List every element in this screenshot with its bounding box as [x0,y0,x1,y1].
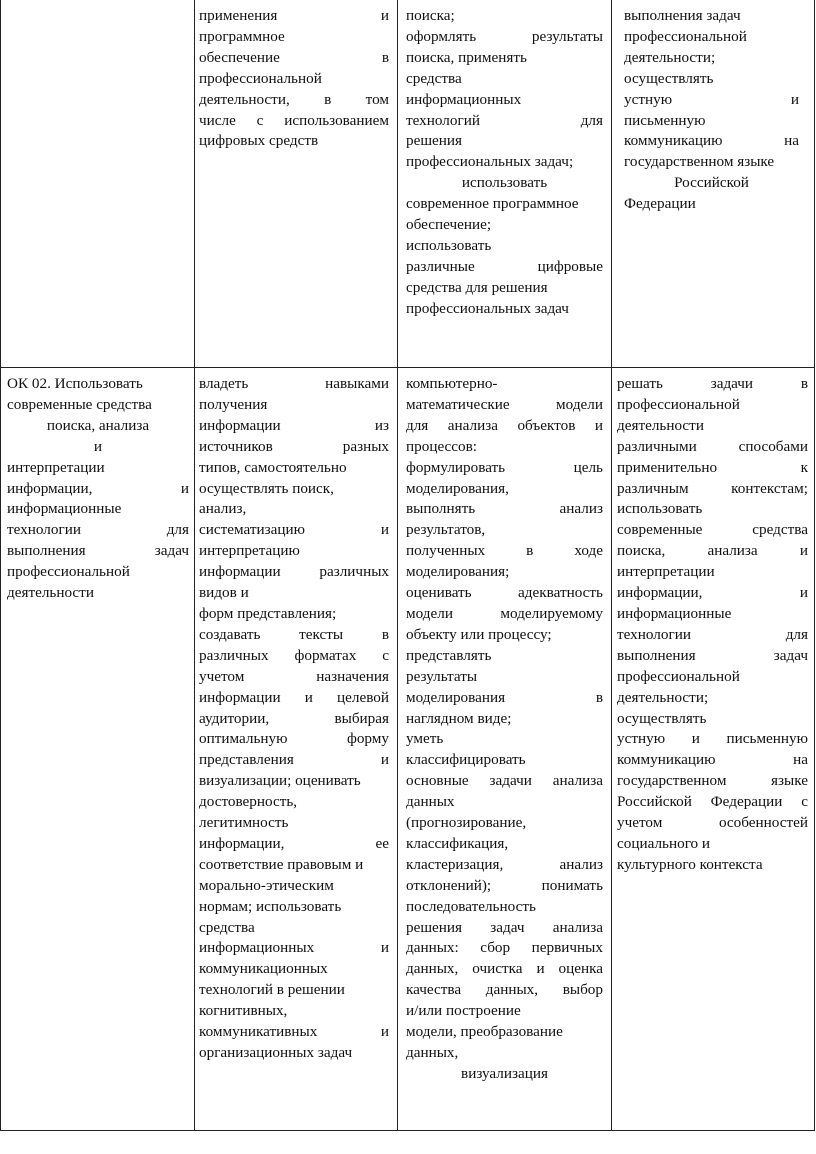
text-line: качества данных, выбор [406,981,603,999]
text-line: коммуникационных [199,960,328,978]
text-line: поиска, анализа и [617,542,808,560]
text-line: государственном языке [624,153,775,171]
text-line: полученных в ходе [406,542,603,560]
text-line: кластеризация, анализ [406,855,603,873]
text-line: применения и [199,7,389,24]
text-line: интерпретации [7,458,105,476]
text-line: устную и [624,90,799,108]
text-line: Российской [674,174,749,192]
text-line: письменную [624,111,706,129]
text-line: различных форматах с [199,646,389,664]
text-line: коммуникацию на [617,751,808,769]
text-line: учетом назначения [199,667,389,685]
text-line: информационные [617,604,732,622]
text-line: использовать [461,174,548,192]
text-line: интерпретацию [199,542,300,560]
text-line: владеть навыками [199,375,389,392]
text-line: числе с использованием [199,111,389,129]
text-line: классификация, [406,834,509,852]
text-line: профессиональной [7,563,130,581]
row1-col2-cell [199,6,389,152]
text-line: интерпретации [617,563,715,581]
text-line: получения [199,395,268,413]
text-line: информации различных [199,563,389,581]
text-line: профессиональной [624,27,747,45]
text-line: устную и письменную [617,730,808,748]
text-line: информационных и [199,939,389,957]
text-line: анализ, [199,500,247,518]
text-line: Российской Федерации с [617,793,808,811]
text-line: различными способами [617,437,808,455]
text-line: модели, преобразование [406,1023,563,1041]
text-line: форм представления; [199,604,337,622]
text-line: коммуникацию на [624,132,799,150]
text-line: Федерации [624,195,696,213]
text-line: информационных [406,90,522,108]
text-line: оценивать адекватность [406,584,603,602]
text-line: модели моделируемому [406,604,603,622]
text-line: выполнения задач [7,542,189,560]
text-line: деятельности; [617,688,709,706]
text-line: результатов, [406,521,486,539]
text-line: организационных задач [199,1044,353,1061]
text-line: данных [406,793,455,811]
text-line: решать задачи в [617,375,808,392]
text-line: культурного контекста [617,855,763,873]
table-border-left [0,0,1,1131]
text-line: данных, [406,1044,459,1061]
text-line: решения задач анализа [406,918,603,936]
text-line: информации, и [7,479,189,497]
text-line: учетом особенностей [617,814,808,832]
text-line: и [93,437,103,455]
text-line: морально-этическим [199,876,334,894]
text-line: обеспечение; [406,216,492,234]
text-line: информации, ее [199,834,389,852]
text-line: решения [406,132,463,150]
text-line: отклонений); понимать [406,876,603,894]
text-line: ОК 02. Использовать [7,375,143,392]
text-line: технологий для [406,111,603,129]
row1-col4-cell [624,6,799,215]
text-line: представления и [199,751,389,769]
text-line: результаты [406,667,478,685]
text-line: средства [199,918,255,936]
text-line: для анализа объектов и [406,416,603,434]
text-line: информационные [7,500,122,518]
text-line: оформлять результаты [406,27,603,45]
text-line: различным контекстам; [617,479,808,497]
text-line: профессиональной [617,667,740,685]
text-line: классифицировать [406,751,526,769]
text-line: типов, самостоятельно [199,458,347,476]
text-line: создавать тексты в [199,625,389,643]
text-line: моделирования в [406,688,603,706]
text-line: (прогнозирование, [406,814,527,832]
text-line: осуществлять [617,709,707,727]
text-line: использовать [617,500,703,518]
text-line: наглядном виде; [406,709,512,727]
text-line: выполнения задач [617,646,808,664]
text-line: технологии для [7,521,189,539]
text-line: математические модели [406,395,603,413]
text-line: объекту или процессу; [406,625,552,643]
text-line: визуализации; оценивать [199,772,361,790]
text-line: современные средства [7,395,152,413]
text-line: основные задачи анализа [406,772,603,790]
text-line: и/или построение [406,1002,521,1020]
text-line: достоверность, [199,793,298,811]
text-line: информации и целевой [199,688,389,706]
text-line: выполнять анализ [406,500,603,518]
text-line: соответствие правовым и [199,855,364,873]
text-line: формулировать цель [406,458,603,476]
text-line: современные средства [617,521,808,539]
text-line: поиска, применять [406,48,527,66]
row-divider [0,367,815,368]
table-border-bottom [0,1130,815,1131]
text-line: профессиональной [617,395,740,413]
text-line: технологий в решении [199,981,345,999]
text-line: коммуникативных и [199,1023,389,1041]
text-line: аудитории, выбирая [199,709,389,727]
text-line: оптимальную форму [199,730,389,748]
text-line: уметь [406,730,444,748]
text-line: технологии для [617,625,808,643]
text-line: деятельности; [624,48,716,66]
text-line: данных, очистка и оценка [406,960,603,978]
text-line: процессов: [406,437,478,455]
text-line: профессиональной [199,69,322,87]
text-line: источников разных [199,437,389,455]
text-line: легитимность [199,814,289,832]
text-line: государственном языке [617,772,808,790]
text-line: выполнения задач [624,7,741,24]
text-line: средства [406,69,462,87]
text-line: систематизацию и [199,521,389,539]
text-line: деятельности [617,416,704,434]
row2-col4-results-cell [617,374,808,876]
text-line: компьютерно- [406,375,498,392]
text-line: информации, и [617,584,808,602]
text-line: нормам; использовать [199,897,342,915]
row1-col3-cell [406,6,603,320]
text-line: информации из [199,416,389,434]
text-line: осуществлять [624,69,714,87]
text-line: цифровых средств [199,132,319,150]
column-divider-2 [397,0,398,1131]
text-line: применительно к [617,458,808,476]
text-line: деятельности [7,584,94,602]
text-line: профессиональных задач [406,299,569,317]
text-line: программное [199,27,285,45]
text-line: моделирования, [406,479,509,497]
column-divider-1 [194,0,195,1131]
text-line: моделирования; [406,563,510,581]
column-divider-3 [611,0,612,1131]
text-line: современное программное [406,195,579,213]
text-line: обеспечение в [199,48,389,66]
text-line: осуществлять поиск, [199,479,334,497]
table-border-right [814,0,815,1131]
text-line: данных: сбор первичных [406,939,603,957]
text-line: последовательность [406,897,536,915]
row2-col2-skills-cell [199,374,389,1064]
text-line: поиска; [406,7,455,24]
row2-col1-competency-cell [7,374,189,604]
text-line: видов и [199,584,249,602]
text-line: различные цифровые [406,257,603,275]
text-line: профессиональных задач; [406,153,574,171]
row2-col3-knowledge-cell [406,374,603,1085]
text-line: деятельности, в том [199,90,389,108]
text-line: социального и [617,834,711,852]
text-line: поиска, анализа [46,416,150,434]
text-line: использовать [406,236,492,254]
text-line: визуализация [461,1064,548,1082]
text-line: средства для решения [406,278,548,296]
text-line: представлять [406,646,492,664]
text-line: когнитивных, [199,1002,288,1020]
